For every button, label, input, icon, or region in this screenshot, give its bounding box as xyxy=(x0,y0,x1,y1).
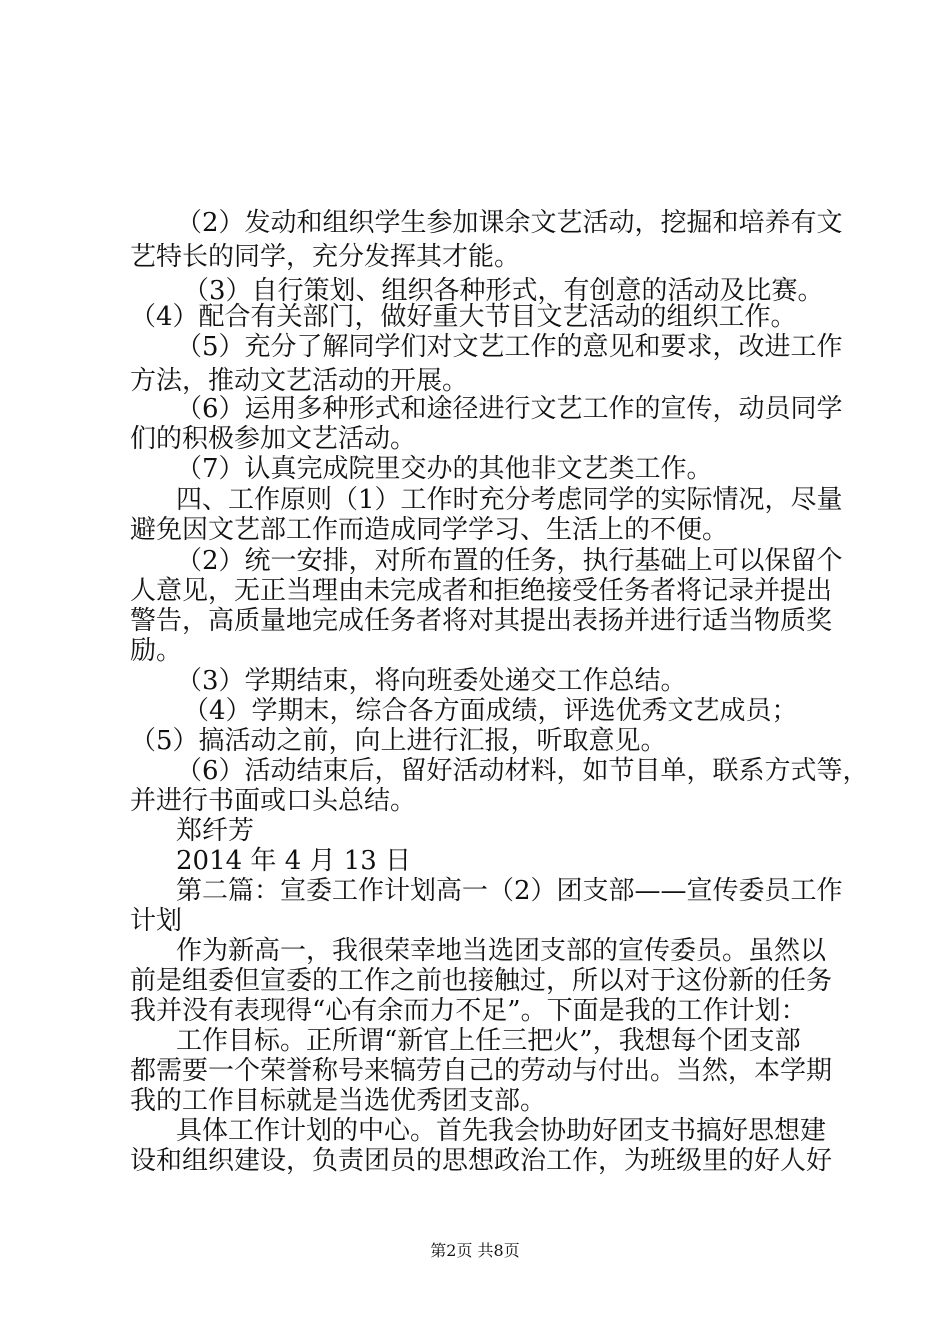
text-line: 前是组委但宣委的工作之前也接触过，所以对于这份新的任务 xyxy=(130,966,833,996)
text-line: 我并没有表现得“心有余而力不足”。下面是我的工作计划： xyxy=(130,996,807,1026)
text-line: 避免因文艺部工作而造成同学学习、生活上的不便。 xyxy=(130,515,729,545)
text-line: 方法，推动文艺活动的开展。 xyxy=(130,366,469,396)
page-number-footer: 第2页 共8页 xyxy=(430,1241,520,1260)
text-line: 作为新高一，我很荣幸地当选团支部的宣传委员。虽然以 xyxy=(176,936,827,966)
section-heading-continued: 计划 xyxy=(130,906,183,936)
text-line: 设和组织建设，负责团员的思想政治工作，为班级里的好人好 xyxy=(130,1146,833,1176)
text-line: （4）配合有关部门，做好重大节目文艺活动的组织工作。 xyxy=(130,302,797,332)
text-line: （5）搞活动之前，向上进行汇报，听取意见。 xyxy=(130,726,667,756)
text-line: 警告，高质量地完成任务者将对其提出表扬并进行适当物质奖 xyxy=(130,606,833,636)
text-line: 励。 xyxy=(130,636,183,666)
text-line: 人意见，无正当理由未完成者和拒绝接受任务者将记录并提出 xyxy=(130,576,833,606)
signature-name: 郑纤芳 xyxy=(176,816,255,846)
text-line: （2）发动和组织学生参加课余文艺活动，挖掘和培养有文 xyxy=(176,208,843,238)
text-line: （4）学期末，综合各方面成绩，评选优秀文艺成员； xyxy=(183,696,798,726)
text-line: 并进行书面或口头总结。 xyxy=(130,786,417,816)
text-line: （3）学期结束，将向班委处递交工作总结。 xyxy=(176,666,687,696)
text-line: 艺特长的同学，充分发挥其才能。 xyxy=(130,242,521,272)
section-heading: 第二篇：宣委工作计划高一（2）团支部——宣传委员工作 xyxy=(176,876,843,906)
text-line: （6）活动结束后，留好活动材料，如节目单，联系方式等， xyxy=(176,756,869,786)
text-line: 四、工作原则（1）工作时充分考虑同学的实际情况，尽量 xyxy=(176,485,843,515)
text-line: （6）运用多种形式和途径进行文艺工作的宣传，动员同学 xyxy=(176,394,843,424)
signature-date: 2014 年 4 月 13 日 xyxy=(176,846,412,876)
text-line: （5）充分了解同学们对文艺工作的意见和要求，改进工作 xyxy=(176,332,843,362)
text-line: （7）认真完成院里交办的其他非文艺类工作。 xyxy=(176,454,713,484)
text-line: 工作目标。正所谓“新官上任三把火”，我想每个团支部 xyxy=(176,1026,801,1056)
text-line: 具体工作计划的中心。首先我会协助好团支书搞好思想建 xyxy=(176,1116,827,1146)
text-line: （3）自行策划、组织各种形式，有创意的活动及比赛。 xyxy=(183,276,824,306)
text-line: （2）统一安排，对所布置的任务，执行基础上可以保留个 xyxy=(176,546,843,576)
text-line: 们的积极参加文艺活动。 xyxy=(130,424,417,454)
text-line: 我的工作目标就是当选优秀团支部。 xyxy=(130,1086,547,1116)
text-line: 都需要一个荣誉称号来犒劳自己的劳动与付出。当然，本学期 xyxy=(130,1056,833,1086)
